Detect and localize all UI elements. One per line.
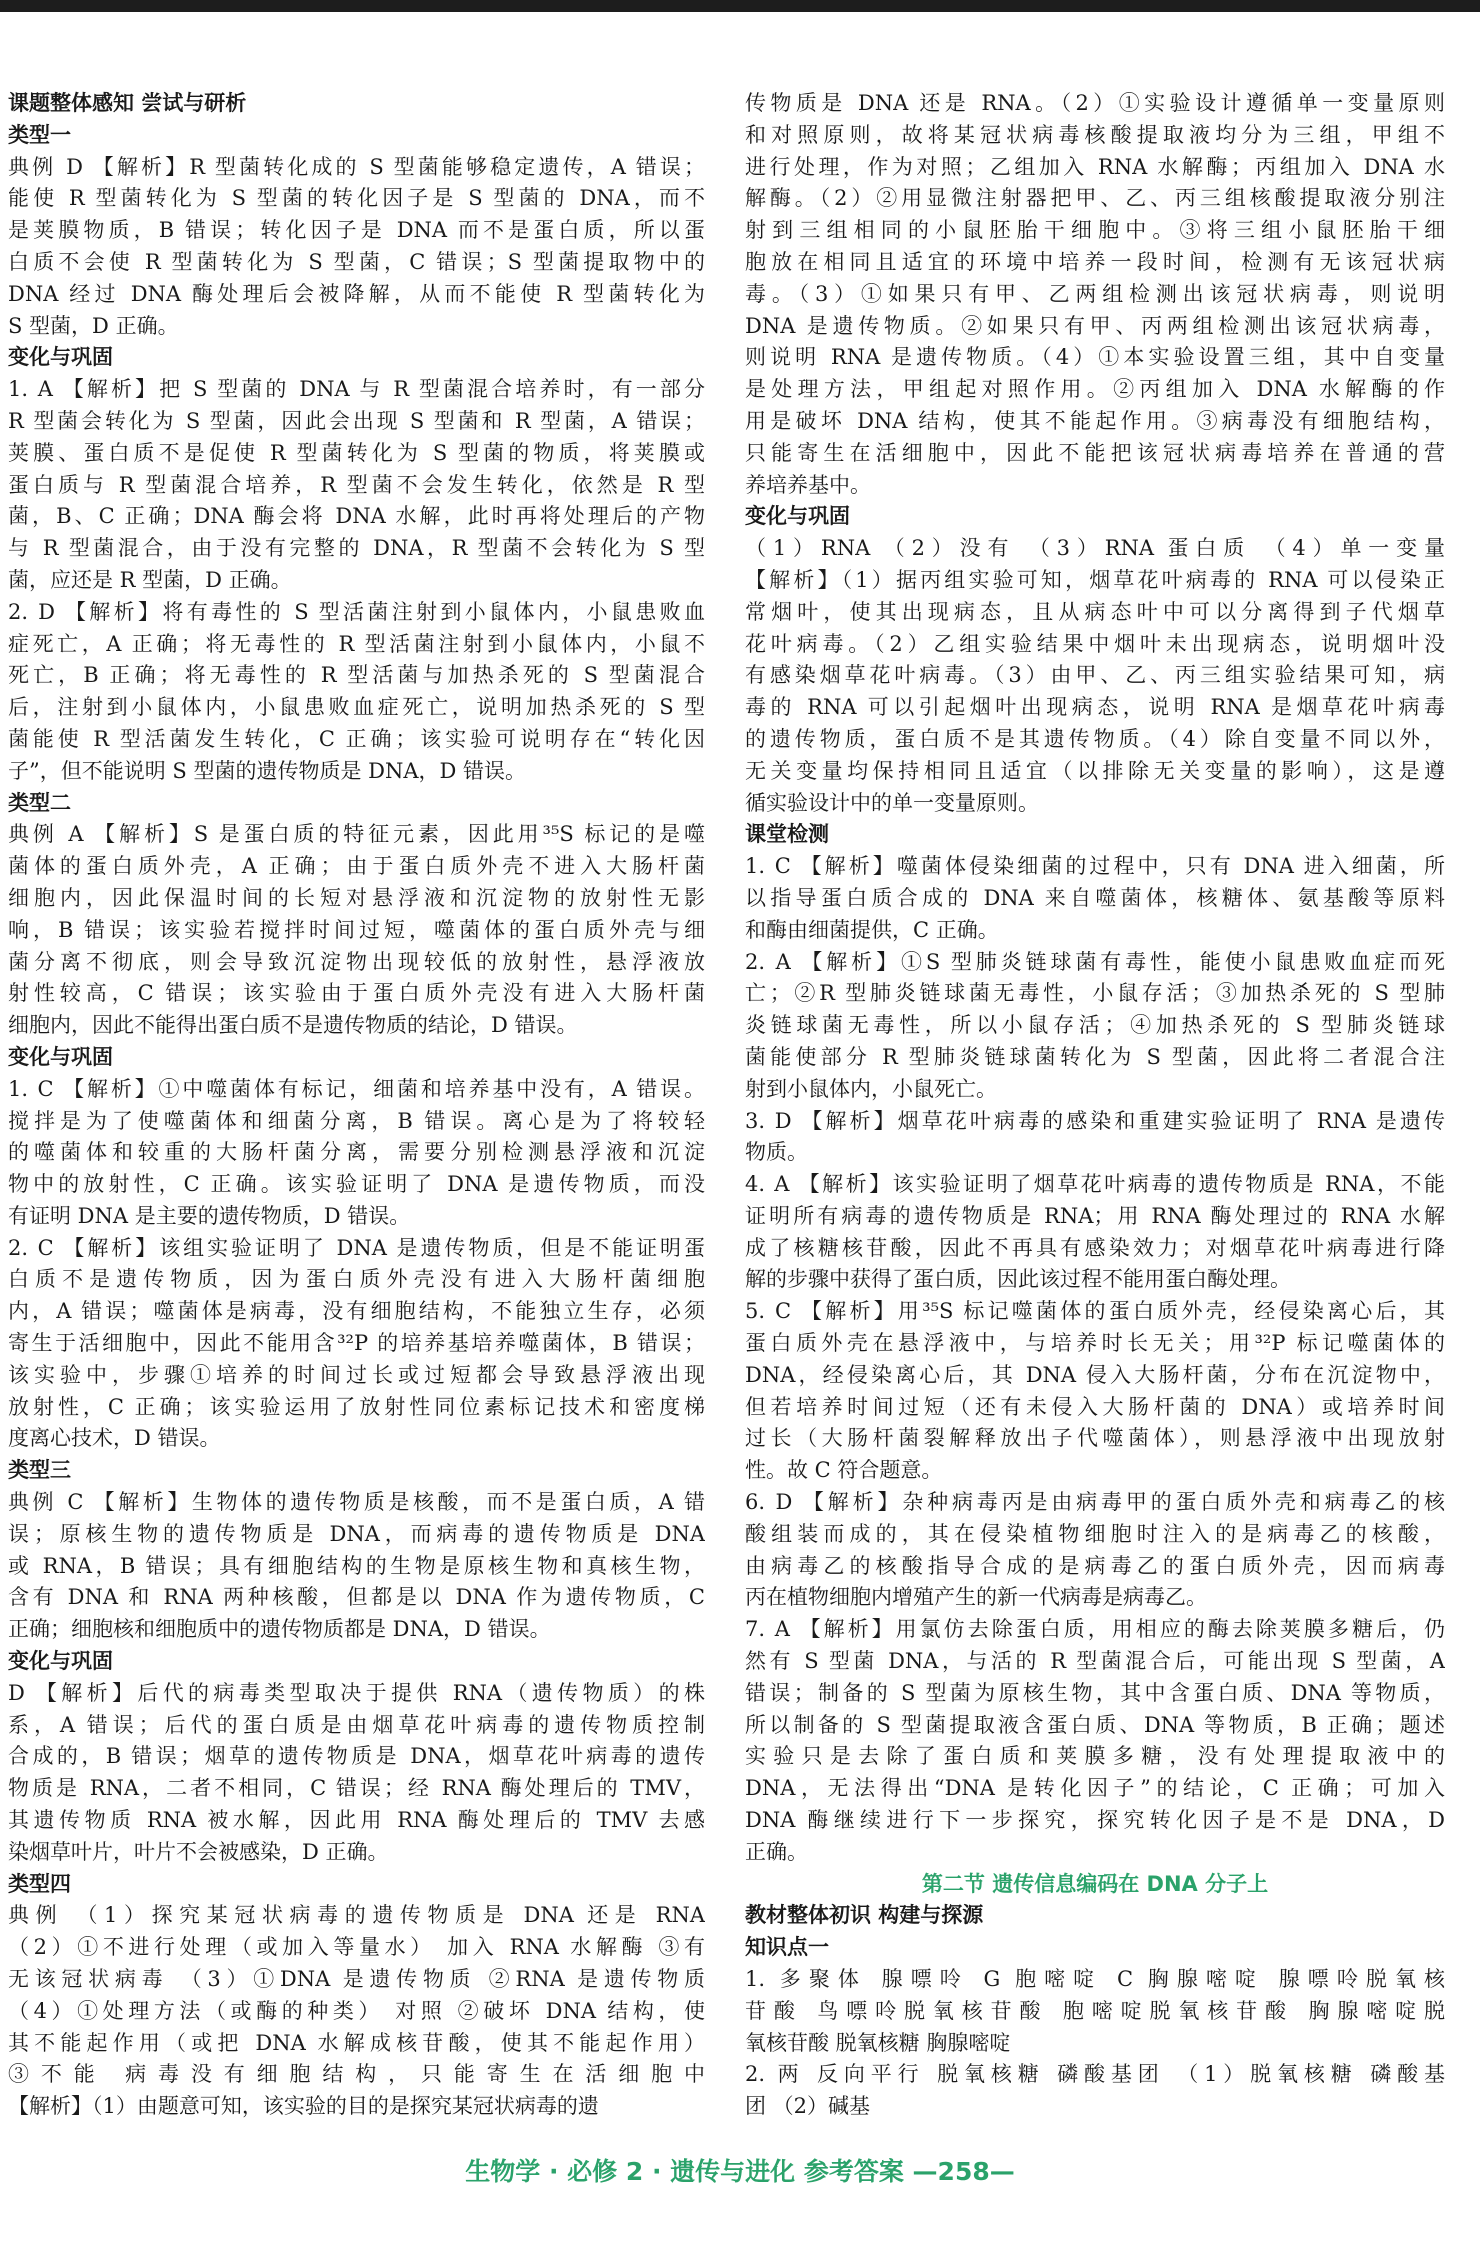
text-line: 实验只是去除了蛋白质和荚膜多糖，没有处理提取液中的 [745,1744,1445,1769]
text-line: 常烟叶，使其出现病态，且从病态叶中可以分离得到子代烟草 [745,599,1445,624]
answer-paragraph [745,1296,1445,1487]
chapter-section-title: 第二节 遗传信息编码在 DNA 分子上 [921,1871,1269,1896]
text-line: 炎链球菌无毒性，所以小鼠存活；④加热杀死的 S 型肺炎链球 [745,1013,1445,1038]
text-line: 能使 R 型菌转化为 S 型菌的转化因子是 S 型菌的 DNA，而不 [8,186,705,211]
text-line: （2）①不进行处理（或加入等量水） 加入 RNA 水解酶 ③有 [8,1935,705,1960]
text-line: 但若培养时间过短（还有未侵入大肠杆菌的 DNA）或培养时间 [745,1394,1445,1419]
text-line: 物中的放射性，C 正确。该实验证明了 DNA 是遗传物质，而没 [8,1172,705,1197]
answer-paragraph [745,1614,1445,1868]
text-line: 菌能使 R 型活菌发生转化，C 正确；该实验可说明存在“转化因 [8,726,705,751]
text-line: 以指导蛋白质合成的 DNA 来自噬菌体，核糖体、氨基酸等原料 [745,885,1445,910]
text-line: （4）①处理方法（或酶的种类） 对照 ②破坏 DNA 结构，使 [8,1998,705,2023]
text-line: 染烟草叶片，叶片不会被感染，D 正确。 [8,1839,389,1864]
text-line: 合成的，B 错误；烟草的遗传物质是 DNA，烟草花叶病毒的遗传 [8,1744,705,1769]
text-line: 射性较高，C 错误；该实验由于蛋白质外壳没有进入大肠杆菌 [8,981,705,1006]
text-line: 误；原核生物的遗传物质是 DNA，而病毒的遗传物质是 DNA [8,1521,705,1546]
text-line: 进行处理，作为对照；乙组加入 RNA 水解酶；丙组加入 DNA 水 [745,154,1445,179]
answer-paragraph [745,2059,1445,2123]
text-line: 蛋白质与 R 型菌混合培养，R 型菌不会发生转化，依然是 R 型 [8,472,705,497]
text-line: 2. A 【解析】①S 型肺炎链球菌有毒性，能使小鼠患败血症而死 [745,949,1445,974]
text-line: 系，A 错误；后代的蛋白质是由烟草花叶病毒的遗传物质控制 [8,1712,705,1737]
text-line: 正确；细胞核和细胞质中的遗传物质都是 DNA，D 错误。 [8,1617,551,1642]
text-line: 证明所有病毒的遗传物质是 RNA；用 RNA 酶处理过的 RNA 水解 [745,1203,1445,1228]
answer-paragraph [8,597,705,788]
text-line: 1. C 【解析】①中噬菌体有标记，细菌和培养基中没有，A 错误。 [8,1076,705,1101]
text-line: 然有 S 型菌 DNA，与活的 R 型菌混合后，可能出现 S 型菌，A [745,1649,1445,1674]
text-line: 亡；②R 型肺炎链球菌无毒性，小鼠存活；③加热杀死的 S 型肺 [745,981,1445,1006]
text-line: 典例 D 【解析】R 型菌转化成的 S 型菌能够稳定遗传，A 错误； [8,154,705,179]
text-line: R 型菌会转化为 S 型菌，因此会出现 S 型菌和 R 型菌，A 错误； [8,408,705,433]
text-line: （1）RNA （2）没有 （3）RNA 蛋白质 （4）单一变量 [745,536,1445,561]
section-heading: 类型三 [8,1458,71,1483]
text-line: DNA，经侵染离心后，其 DNA 侵入大肠杆菌，分布在沉淀物中， [745,1362,1445,1387]
text-line: 和酶由细菌提供，C 正确。 [745,917,999,942]
text-line: 含有 DNA 和 RNA 两种核酸，但都是以 DNA 作为遗传物质，C [8,1585,705,1610]
text-line: 射到三组相同的小鼠胚胎干细胞中。③将三组小鼠胚胎干细 [745,218,1445,243]
text-line: 响，B 错误；该实验若搅拌时间过短，噬菌体的蛋白质外壳与细 [8,917,705,942]
text-line: 菌能使部分 R 型肺炎链球菌转化为 S 型菌，因此将二者混合注 [745,1044,1445,1069]
text-line: 和对照原则，故将某冠状病毒核酸提取液均分为三组，甲组不 [745,122,1445,147]
right-column [745,88,1445,2123]
answer-paragraph [745,533,1445,819]
text-line: 4. A 【解析】该实验证明了烟草花叶病毒的遗传物质是 RNA，不能 [745,1172,1445,1197]
text-line: 解酶。（2）②用显微注射器把甲、乙、丙三组核酸提取液分别注 [745,186,1445,211]
section-heading: 变化与巩固 [8,1044,113,1069]
section-heading: 变化与巩固 [745,504,850,529]
text-line: 的噬菌体和较重的大肠杆菌分离，需要分别检测悬浮液和沉淀 [8,1140,705,1165]
text-line: 花叶病毒。（2）乙组实验结果中烟叶未出现病态，说明烟叶没 [745,631,1445,656]
text-line: 典例 （1）探究某冠状病毒的遗传物质是 DNA 还是 RNA [8,1903,705,1928]
section-heading: 变化与巩固 [8,345,113,370]
text-line: 6. D 【解析】杂种病毒丙是由病毒甲的蛋白质外壳和病毒乙的核 [745,1490,1445,1515]
text-line: 【解析】（1）由题意可知，该实验的目的是探究某冠状病毒的遗 [8,2094,599,2119]
text-line: 搅拌是为了使噬菌体和细菌分离，B 错误。离心是为了将较轻 [8,1108,705,1133]
section-heading: 知识点一 [745,1935,829,1960]
text-line: 有证明 DNA 是主要的遗传物质，D 错误。 [8,1203,411,1228]
text-line: 是荚膜物质，B 错误；转化因子是 DNA 而不是蛋白质，所以蛋 [8,218,705,243]
text-line: 内，A 错误；噬菌体是病毒，没有细胞结构，不能独立生存，必须 [8,1299,705,1324]
text-line: 循实验设计中的单一变量原则。 [745,790,1039,815]
answer-paragraph [8,819,705,1042]
text-line: 酸组装而成的，其在侵染植物细胞时注入的是病毒乙的核酸， [745,1521,1445,1546]
text-line: 症死亡，A 正确；将无毒性的 R 型活菌注射到小鼠体内，小鼠不 [8,631,705,656]
text-line: D 【解析】后代的病毒类型取决于提供 RNA（遗传物质）的株 [8,1680,705,1705]
text-line: 过长（大肠杆菌裂解释放出子代噬菌体），则悬浮液中出现放射 [745,1426,1445,1451]
text-line: 的遗传物质，蛋白质不是其遗传物质。（4）除自变量不同以外， [745,726,1445,751]
text-line: 养培养基中。 [745,472,871,497]
text-line: 毒的 RNA 可以引起烟叶出现病态，说明 RNA 是烟草花叶病毒 [745,695,1445,720]
answer-paragraph [745,947,1445,1106]
text-line: 度离心技术，D 错误。 [8,1426,221,1451]
text-line: 1. C 【解析】噬菌体侵染细菌的过程中，只有 DNA 进入细菌，所 [745,854,1445,879]
answer-paragraph [745,1964,1445,2059]
answer-paragraph [8,152,705,343]
text-line: 菌，应还是 R 型菌，D 正确。 [8,567,292,592]
text-line: 苷酸 鸟嘌呤脱氧核苷酸 胞嘧啶脱氧核苷酸 胸腺嘧啶脱 [745,1998,1445,2023]
text-line: 寄生于活细胞中，因此不能用含³²P 的培养基培养噬菌体，B 错误； [8,1331,705,1356]
text-line: 3. D 【解析】烟草花叶病毒的感染和重建实验证明了 RNA 是遗传 [745,1108,1445,1133]
text-line: 传物质是 DNA 还是 RNA。（2）①实验设计遵循单一变量原则 [745,91,1445,115]
text-line: 物质是 RNA，二者不相同，C 错误；经 RNA 酶处理后的 TMV， [8,1776,705,1801]
answer-paragraph [745,851,1445,946]
text-line: DNA 酶继续进行下一步探究，探究转化因子是不是 DNA，D [745,1808,1445,1833]
section-heading: 类型四 [8,1871,71,1896]
text-line: 2. 两 反向平行 脱氧核糖 磷酸基团 （1）脱氧核糖 磷酸基 [745,2062,1445,2087]
answer-paragraph [8,1487,705,1646]
answer-paragraph [8,1233,705,1456]
text-line: 菌体的蛋白质外壳，A 正确；由于蛋白质外壳不进入大肠杆菌 [8,854,705,879]
text-line: 子”，但不能说明 S 型菌的遗传物质是 DNA，D 错误。 [8,758,527,783]
text-line: 丙在植物细胞内增殖产生的新一代病毒是病毒乙。 [745,1585,1207,1610]
text-line: 1. 多聚体 腺嘌呤 G 胞嘧啶 C 胸腺嘧啶 腺嘌呤脱氧核 [745,1967,1445,1992]
text-line: 解的步骤中获得了蛋白质，因此该过程不能用蛋白酶处理。 [745,1267,1291,1292]
text-line: 与 R 型菌混合，由于没有完整的 DNA，R 型菌不会转化为 S 型 [8,536,705,561]
text-line: 5. C 【解析】用³⁵S 标记噬菌体的蛋白质外壳，经侵染离心后，其 [745,1299,1445,1324]
text-line: 是处理方法，甲组起对照作用。②丙组加入 DNA 水解酶的作 [745,377,1445,402]
text-line: 1. A 【解析】把 S 型菌的 DNA 与 R 型菌混合培养时，有一部分 [8,377,705,402]
section-heading: 变化与巩固 [8,1649,113,1674]
text-line: 其不能起作用（或把 DNA 水解成核苷酸，使其不能起作用） [8,2030,705,2055]
text-line: 成了核糖核苷酸，因此不再具有感染效力；对烟草花叶病毒进行降 [745,1235,1445,1260]
text-line: 该实验中，步骤①培养的时间过长或过短都会导致悬浮液出现 [8,1362,705,1387]
section-heading: 课堂检测 [745,822,829,847]
text-line: DNA 经过 DNA 酶处理后会被降解，从而不能使 R 型菌转化为 [8,281,705,306]
text-line: 物质。 [745,1140,808,1165]
text-line: 则说明 RNA 是遗传物质。（4）①本实验设置三组，其中自变量 [745,345,1445,370]
text-line: 无关变量均保持相同且适宜（以排除无关变量的影响），这是遵 [745,758,1445,783]
text-line: 【解析】（1）据丙组实验可知，烟草花叶病毒的 RNA 可以侵染正 [745,567,1445,592]
top-border [0,0,1480,12]
text-line: 无该冠状病毒 （3）①DNA 是遗传物质 ②RNA 是遗传物质 [8,1967,705,1992]
text-line: 其遗传物质 RNA 被水解，因此用 RNA 酶处理后的 TMV 去感 [8,1808,705,1833]
text-line: 白质不会使 R 型菌转化为 S 型菌，C 错误；S 型菌提取物中的 [8,249,705,274]
text-line: 菌分离不彻底，则会导致沉淀物出现较低的放射性，悬浮液放 [8,949,705,974]
answer-paragraph [745,1106,1445,1170]
text-line: 细胞内，因此不能得出蛋白质不是遗传物质的结论，D 错误。 [8,1013,578,1038]
text-line: ③不能 病毒没有细胞结构，只能寄生在活细胞中 [8,2062,705,2087]
answer-paragraph [745,1487,1445,1614]
text-line: 2. C 【解析】该组实验证明了 DNA 是遗传物质，但是不能证明蛋 [8,1235,705,1260]
text-line: 氧核苷酸 脱氧核糖 胸腺嘧啶 [745,2030,1011,2055]
text-line: 所以制备的 S 型菌提取液含蛋白质、DNA 等物质，B 正确；题述 [745,1712,1445,1737]
text-line: 典例 C 【解析】生物体的遗传物质是核酸，而不是蛋白质，A 错 [8,1490,705,1515]
text-line: 由病毒乙的核酸指导合成的是病毒乙的蛋白质外壳，因而病毒 [745,1553,1445,1578]
text-line: 胞放在相同且适宜的环境中培养一段时间，检测有无该冠状病 [745,249,1445,274]
text-line: 2. D 【解析】将有毒性的 S 型活菌注射到小鼠体内，小鼠患败血 [8,599,705,624]
text-line: 有感染烟草花叶病毒。（3）由甲、乙、丙三组实验结果可知，病 [745,663,1445,688]
text-line: 团 （2）碱基 [745,2094,871,2119]
text-line: 错误；制备的 S 型菌为原核生物，其中含蛋白质、DNA 等物质， [745,1680,1445,1705]
answer-paragraph [8,1678,705,1869]
text-line: 放射性，C 正确；该实验运用了放射性同位素标记技术和密度梯 [8,1394,705,1419]
text-line: 用是破坏 DNA 结构，使其不能起作用。③病毒没有细胞结构， [745,408,1445,433]
answer-paragraph [745,1169,1445,1296]
text-line: 正确。 [745,1839,808,1864]
text-line: 只能寄生在活细胞中，因此不能把该冠状病毒培养在普通的营 [745,440,1445,465]
text-line: 射到小鼠体内，小鼠死亡。 [745,1076,997,1101]
text-line: 蛋白质外壳在悬浮液中，与培养时长无关；用³²P 标记噬菌体的 [745,1331,1445,1356]
text-line: DNA 是遗传物质。②如果只有甲、丙两组检测出该冠状病毒， [745,313,1445,338]
text-line: 白质不是遗传物质，因为蛋白质外壳没有进入大肠杆菌细胞 [8,1267,705,1292]
text-line: 荚膜、蛋白质不是促使 R 型菌转化为 S 型菌的物质，将荚膜或 [8,440,705,465]
text-line: DNA，无法得出“DNA 是转化因子”的结论，C 正确；可加入 [745,1776,1445,1801]
answer-paragraph [8,1900,705,2123]
answer-paragraph [8,1074,705,1233]
text-line: 性。故 C 符合题意。 [745,1458,943,1483]
section-heading: 课题整体感知 尝试与研析 [8,91,247,115]
text-line: 细胞内，因此保温时间的长短对悬浮液和沉淀物的放射性无影 [8,885,705,910]
section-heading: 教材整体初识 构建与探源 [745,1903,984,1928]
text-line: 毒。（3）①如果只有甲、乙两组检测出该冠状病毒，则说明 [745,281,1445,306]
text-line: 或 RNA，B 错误；具有细胞结构的生物是原核生物和真核生物， [8,1553,705,1578]
section-heading: 类型二 [8,790,71,815]
text-line: 7. A 【解析】用氯仿去除蛋白质，用相应的酶去除荚膜多糖后，仍 [745,1617,1445,1642]
answer-paragraph [8,374,705,597]
left-column [8,88,705,2123]
page-footer: 生物学 · 必修 2 · 遗传与进化 参考答案 —258— [465,2157,1015,2186]
answer-paragraph [745,88,1445,501]
section-heading: 类型一 [8,122,71,147]
text-line: 死亡，B 正确；将无毒性的 R 型活菌与加热杀死的 S 型菌混合 [8,663,705,688]
text-line: 典例 A 【解析】S 是蛋白质的特征元素，因此用³⁵S 标记的是噬 [8,822,705,847]
text-line: 后，注射到小鼠体内，小鼠患败血症死亡，说明加热杀死的 S 型 [8,695,705,720]
text-line: 菌，B、C 正确；DNA 酶会将 DNA 水解，此时再将处理后的产物 [8,504,705,529]
text-line: S 型菌，D 正确。 [8,313,179,338]
